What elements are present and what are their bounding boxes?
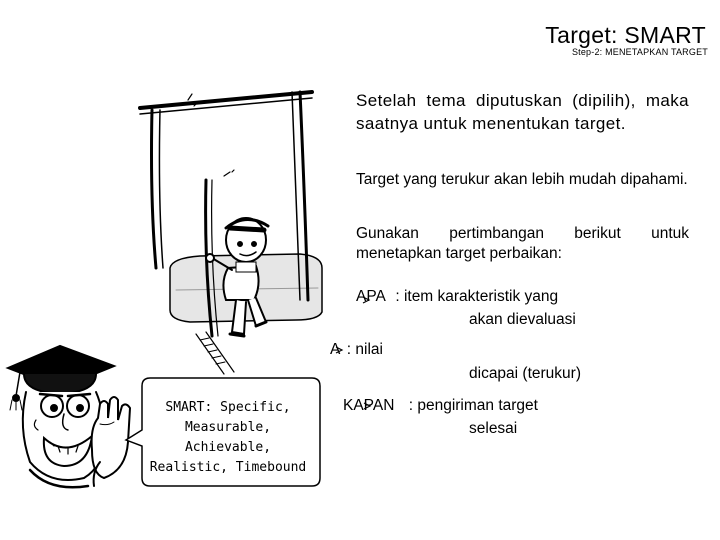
list-item-apa [356, 288, 558, 306]
list-item-a [330, 341, 383, 359]
item-kapan-continuation: selesai [469, 420, 518, 437]
intro-paragraph: Setelah tema diputuskan (dipilih), maka saatnya untuk menentukan target. [356, 91, 689, 133]
item-a-label: A [330, 341, 340, 358]
item-a-value: : nilai [346, 341, 383, 358]
item-apa-label: APA [356, 288, 386, 305]
professor-illustration [8, 346, 130, 487]
item-apa-continuation: akan dievaluasi [469, 311, 576, 328]
item-apa-value: : item karakteristik yang [395, 288, 559, 305]
smart-bubble-text: SMART: Specific, Measurable, Achievable, Realistic, Timebound [149, 400, 307, 475]
page-title: Target: SMART [545, 22, 706, 48]
list-item-kapan [343, 397, 538, 415]
pole-vault-illustration [140, 92, 322, 374]
consideration-paragraph: Gunakan pertimbangan berikut untuk menetapkan target perbaikan: [356, 225, 689, 262]
item-a-continuation: dicapai (terukur) [469, 365, 581, 382]
item-kapan-label: KAPAN [343, 397, 395, 414]
measurable-paragraph: Target yang terukur akan lebih mudah dipahami. [356, 171, 688, 188]
page-subtitle: Step-2: MENETAPKAN TARGET [571, 47, 708, 57]
item-kapan-value: : pengiriman target [408, 397, 538, 414]
